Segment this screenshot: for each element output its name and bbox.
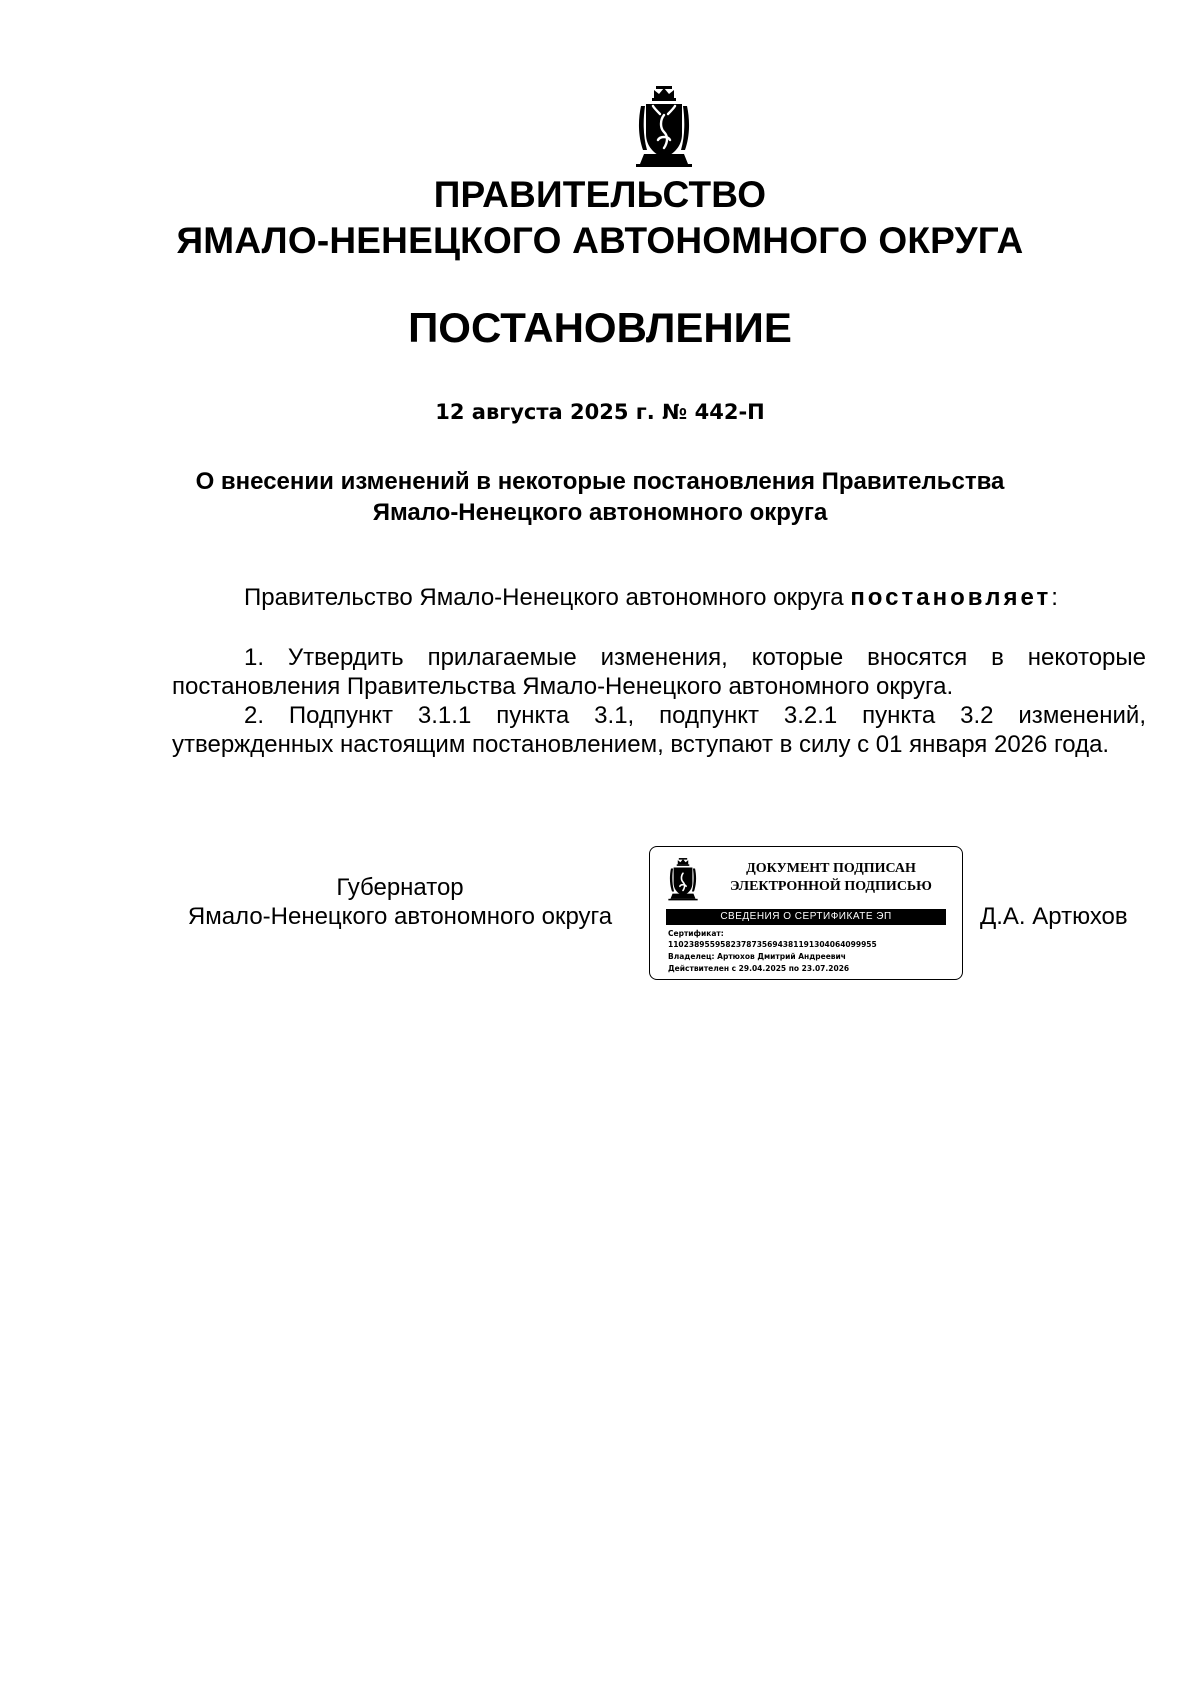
electronic-signature-stamp [649,846,963,980]
intro-emphasis: постановляет [850,584,1052,611]
organization-name-line-2: ЯМАЛО-НЕНЕЦКОГО АВТОНОМНОГО ОКРУГА [176,220,1024,261]
stamp-heading [708,860,954,896]
paragraph-item-2: 2. Подпункт 3.1.1 пункта 3.1, подпункт 3.2.1 пункта 3.2 изменений, утвержденных настоящим постановлением, вступают в силу с 01 января 2026 года. [172,702,1146,758]
subject-line-2: Ямало-Ненецкого автономного округа [372,499,828,526]
coat-of-arms-icon [636,84,692,172]
stamp-coat-of-arms-icon [668,857,698,903]
stamp-certificate-bar: СВЕДЕНИЯ О СЕРТИФИКАТЕ ЭП [666,909,946,925]
signatory-name: Д.А. Артюхов [980,903,1128,930]
intro-end: : [1051,584,1058,611]
subject-line-1: О внесении изменений в некоторые постановления Правительства [195,468,1005,495]
stamp-heading-line-1: ДОКУМЕНТ ПОДПИСАН [746,861,916,876]
paragraph-item-1: 1. Утвердить прилагаемые изменения, которые вносятся в некоторые постановления Правительства Ямало-Ненецкого автономного округа. [172,644,1146,700]
stamp-owner: Владелец: Артюхов Дмитрий Андреевич [668,952,846,961]
intro-text: Правительство Ямало-Ненецкого автономного округа [244,584,851,611]
intro-paragraph [172,583,1146,612]
document-type-title: ПОСТАНОВЛЕНИЕ [408,304,792,351]
signatory-title-line-2: Ямало-Ненецкого автономного округа [187,903,613,930]
stamp-certificate-value: 1102389559582378735694381191304064099955 [668,940,877,949]
stamp-heading-line-2: ЭЛЕКТРОННОЙ ПОДПИСЬЮ [730,879,932,894]
date-and-number: 12 августа 2025 г. № 442-П [435,400,765,424]
signatory-title-line-1: Губернатор [336,874,464,901]
stamp-validity: Действителен с 29.04.2025 по 23.07.2026 [668,964,850,973]
document-subject [180,466,1020,528]
stamp-certificate-label: Сертификат: [668,929,724,938]
organization-name-line-1: ПРАВИТЕЛЬСТВО [433,174,767,215]
